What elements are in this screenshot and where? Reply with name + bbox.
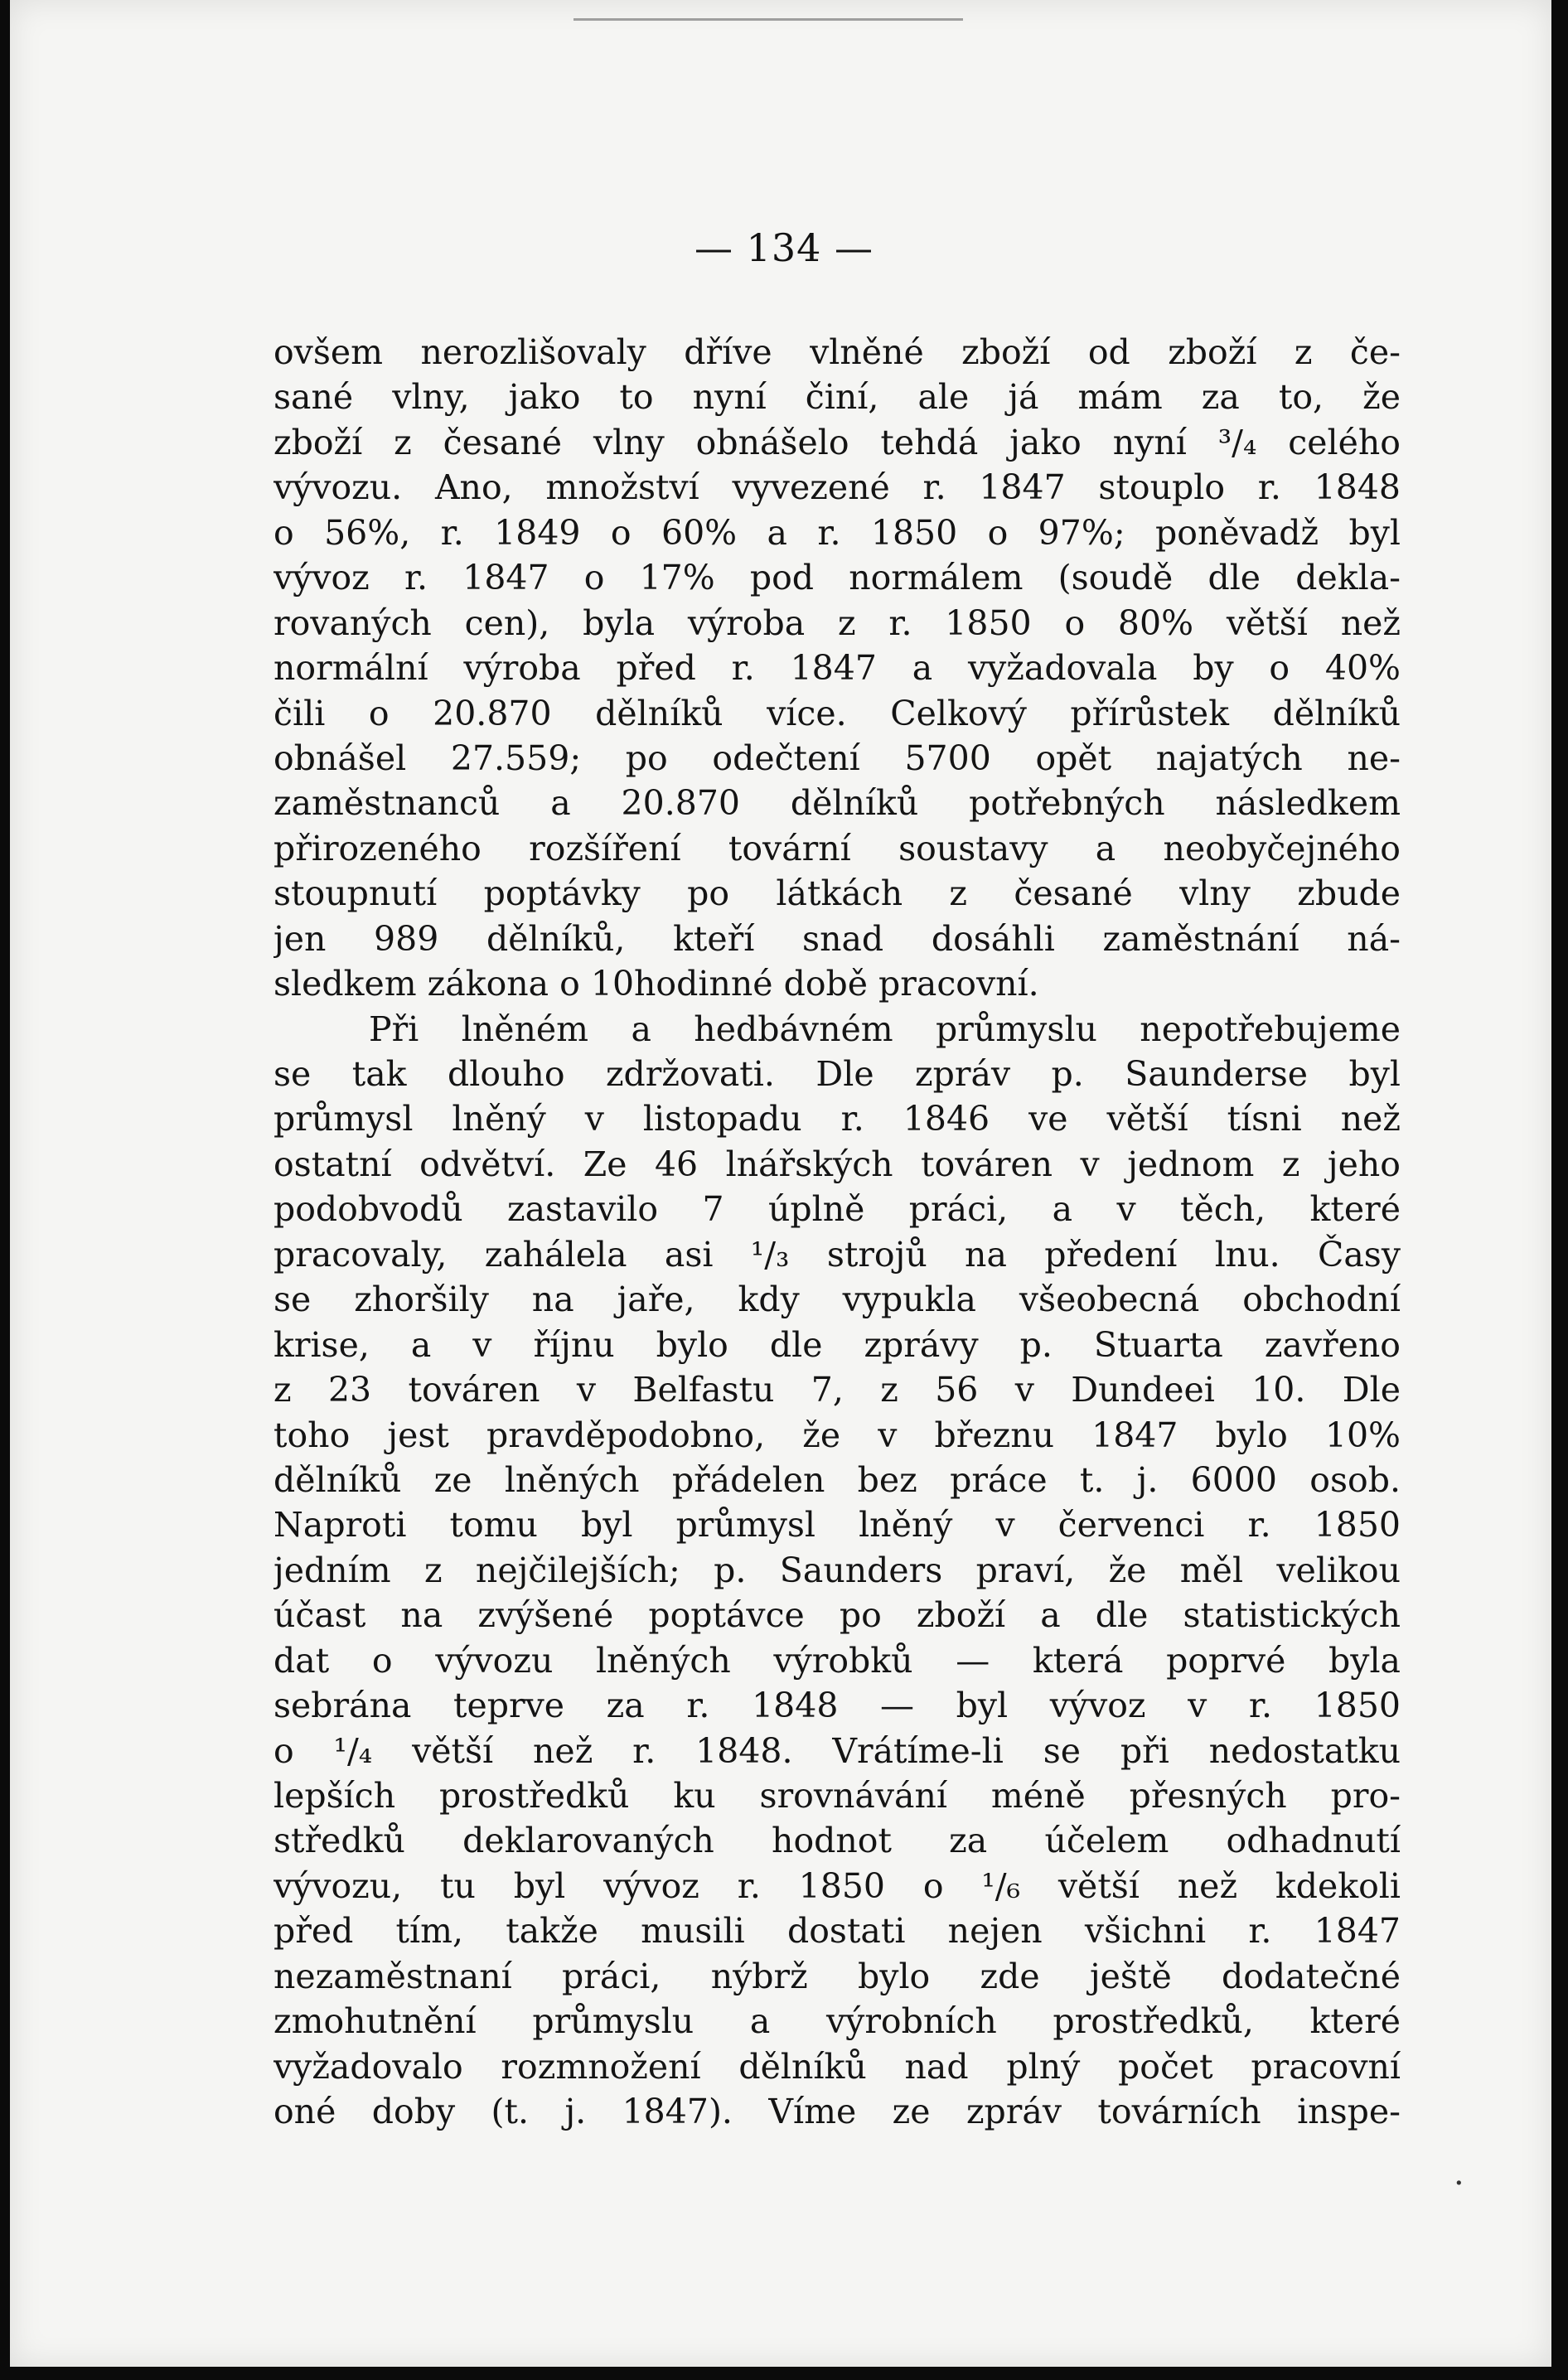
- text-line: se zhoršily na jaře, kdy vypukla všeobecná obchodní: [273, 1279, 1401, 1320]
- text-line: Při lněném a hedbávném průmyslu nepotřebujeme: [369, 1009, 1401, 1049]
- text-line: lepších prostředků ku srovnávání méně přesných pro-: [273, 1776, 1401, 1816]
- text-line: z 23 továren v Belfastu 7, z 56 v Dundeei 10. Dle: [273, 1370, 1401, 1410]
- text-line: sebrána teprve za r. 1848 — byl vývoz v r. 1850: [273, 1686, 1401, 1726]
- text-line: čili o 20.870 dělníků více. Celkový přírůstek dělníků: [273, 693, 1401, 733]
- text-line: se tak dlouho zdržovati. Dle zpráv p. Saunderse byl: [273, 1054, 1401, 1094]
- text-line: rovaných cen), byla výroba z r. 1850 o 80% větší než: [273, 602, 1401, 643]
- text-line: vývozu, tu byl vývoz r. 1850 o ¹/₆ větší než kdekoli: [273, 1865, 1401, 1906]
- text-line: toho jest pravděpodobno, že v březnu 1847 bylo 10%: [273, 1415, 1401, 1455]
- text-line: nezaměstnaní práci, nýbrž bylo zde ještě dodatečné: [273, 1956, 1401, 1996]
- text-line: ostatní odvětví. Ze 46 lnářských továren v jednom z jeho: [273, 1144, 1401, 1184]
- text-line: průmysl lněný v listopadu r. 1846 ve větší tísni než: [273, 1099, 1401, 1139]
- text-line: středků deklarovaných hodnot za účelem odhadnutí: [273, 1821, 1401, 1861]
- text-line: oné doby (t. j. 1847). Víme ze zpráv továrních inspe-: [273, 2092, 1401, 2132]
- text-line: vývozu. Ano, množství vyvezené r. 1847 stouplo r. 1848: [273, 467, 1401, 508]
- top-edge-mark: [573, 18, 963, 21]
- text-line: účast na zvýšené poptávce po zboží a dle statistických: [273, 1595, 1401, 1636]
- text-line: jedním z nejčilejších; p. Saunders praví, že měl velikou: [273, 1550, 1401, 1590]
- text-line: ovšem nerozlišovaly dříve vlněné zboží od zboží z če-: [273, 332, 1401, 372]
- text-line: Naproti tomu byl průmysl lněný v červenci r. 1850: [273, 1505, 1401, 1546]
- text-line: jen 989 dělníků, kteří snad dosáhli zaměstnání ná-: [273, 918, 1401, 959]
- text-line: před tím, takže musili dostati nejen všichni r. 1847: [273, 1911, 1401, 1952]
- text-line: zboží z česané vlny obnášelo tehdá jako nyní ³/₄ celého: [273, 422, 1401, 462]
- text-line: zmohutnění průmyslu a výrobních prostředků, které: [273, 2001, 1401, 2042]
- page-number: — 134 —: [694, 225, 874, 270]
- text-line: o ¹/₄ větší než r. 1848. Vrátíme-li se při nedostatku: [273, 1730, 1401, 1771]
- text-line: vyžadovalo rozmnožení dělníků nad plný počet pracovní: [273, 2046, 1401, 2087]
- text-line: dělníků ze lněných přádelen bez práce t. j. 6000 osob.: [273, 1459, 1401, 1500]
- text-line: o 56%, r. 1849 o 60% a r. 1850 o 97%; poněvadž byl: [273, 512, 1401, 553]
- text-line: krise, a v říjnu bylo dle zprávy p. Stuarta zavřeno: [273, 1324, 1401, 1365]
- text-line: zaměstnanců a 20.870 dělníků potřebných následkem: [273, 783, 1401, 824]
- text-line: vývoz r. 1847 o 17% pod normálem (soudě dle dekla-: [273, 558, 1401, 598]
- text-line: sané vlny, jako to nyní činí, ale já mám za to, že: [273, 377, 1401, 418]
- body-text: [273, 330, 1401, 2135]
- text-line: dat o vývozu lněných výrobků — která poprvé byla: [273, 1640, 1401, 1681]
- text-line: sledkem zákona o 10hodinné době pracovní.: [273, 964, 1039, 1004]
- text-line: podobvodů zastavilo 7 úplně práci, a v těch, které: [273, 1189, 1401, 1230]
- margin-mark: ·: [1454, 2165, 1464, 2203]
- text-line: obnášel 27.559; po odečtení 5700 opět najatých ne-: [273, 738, 1401, 778]
- text-line: normální výroba před r. 1847 a vyžadovala by o 40%: [273, 648, 1401, 689]
- text-line: přirozeného rozšíření tovární soustavy a neobyčejného: [273, 828, 1401, 868]
- text-line: stoupnutí poptávky po látkách z česané vlny zbude: [273, 873, 1401, 914]
- text-line: pracovaly, zahálela asi ¹/₃ strojů na předení lnu. Časy: [273, 1234, 1401, 1275]
